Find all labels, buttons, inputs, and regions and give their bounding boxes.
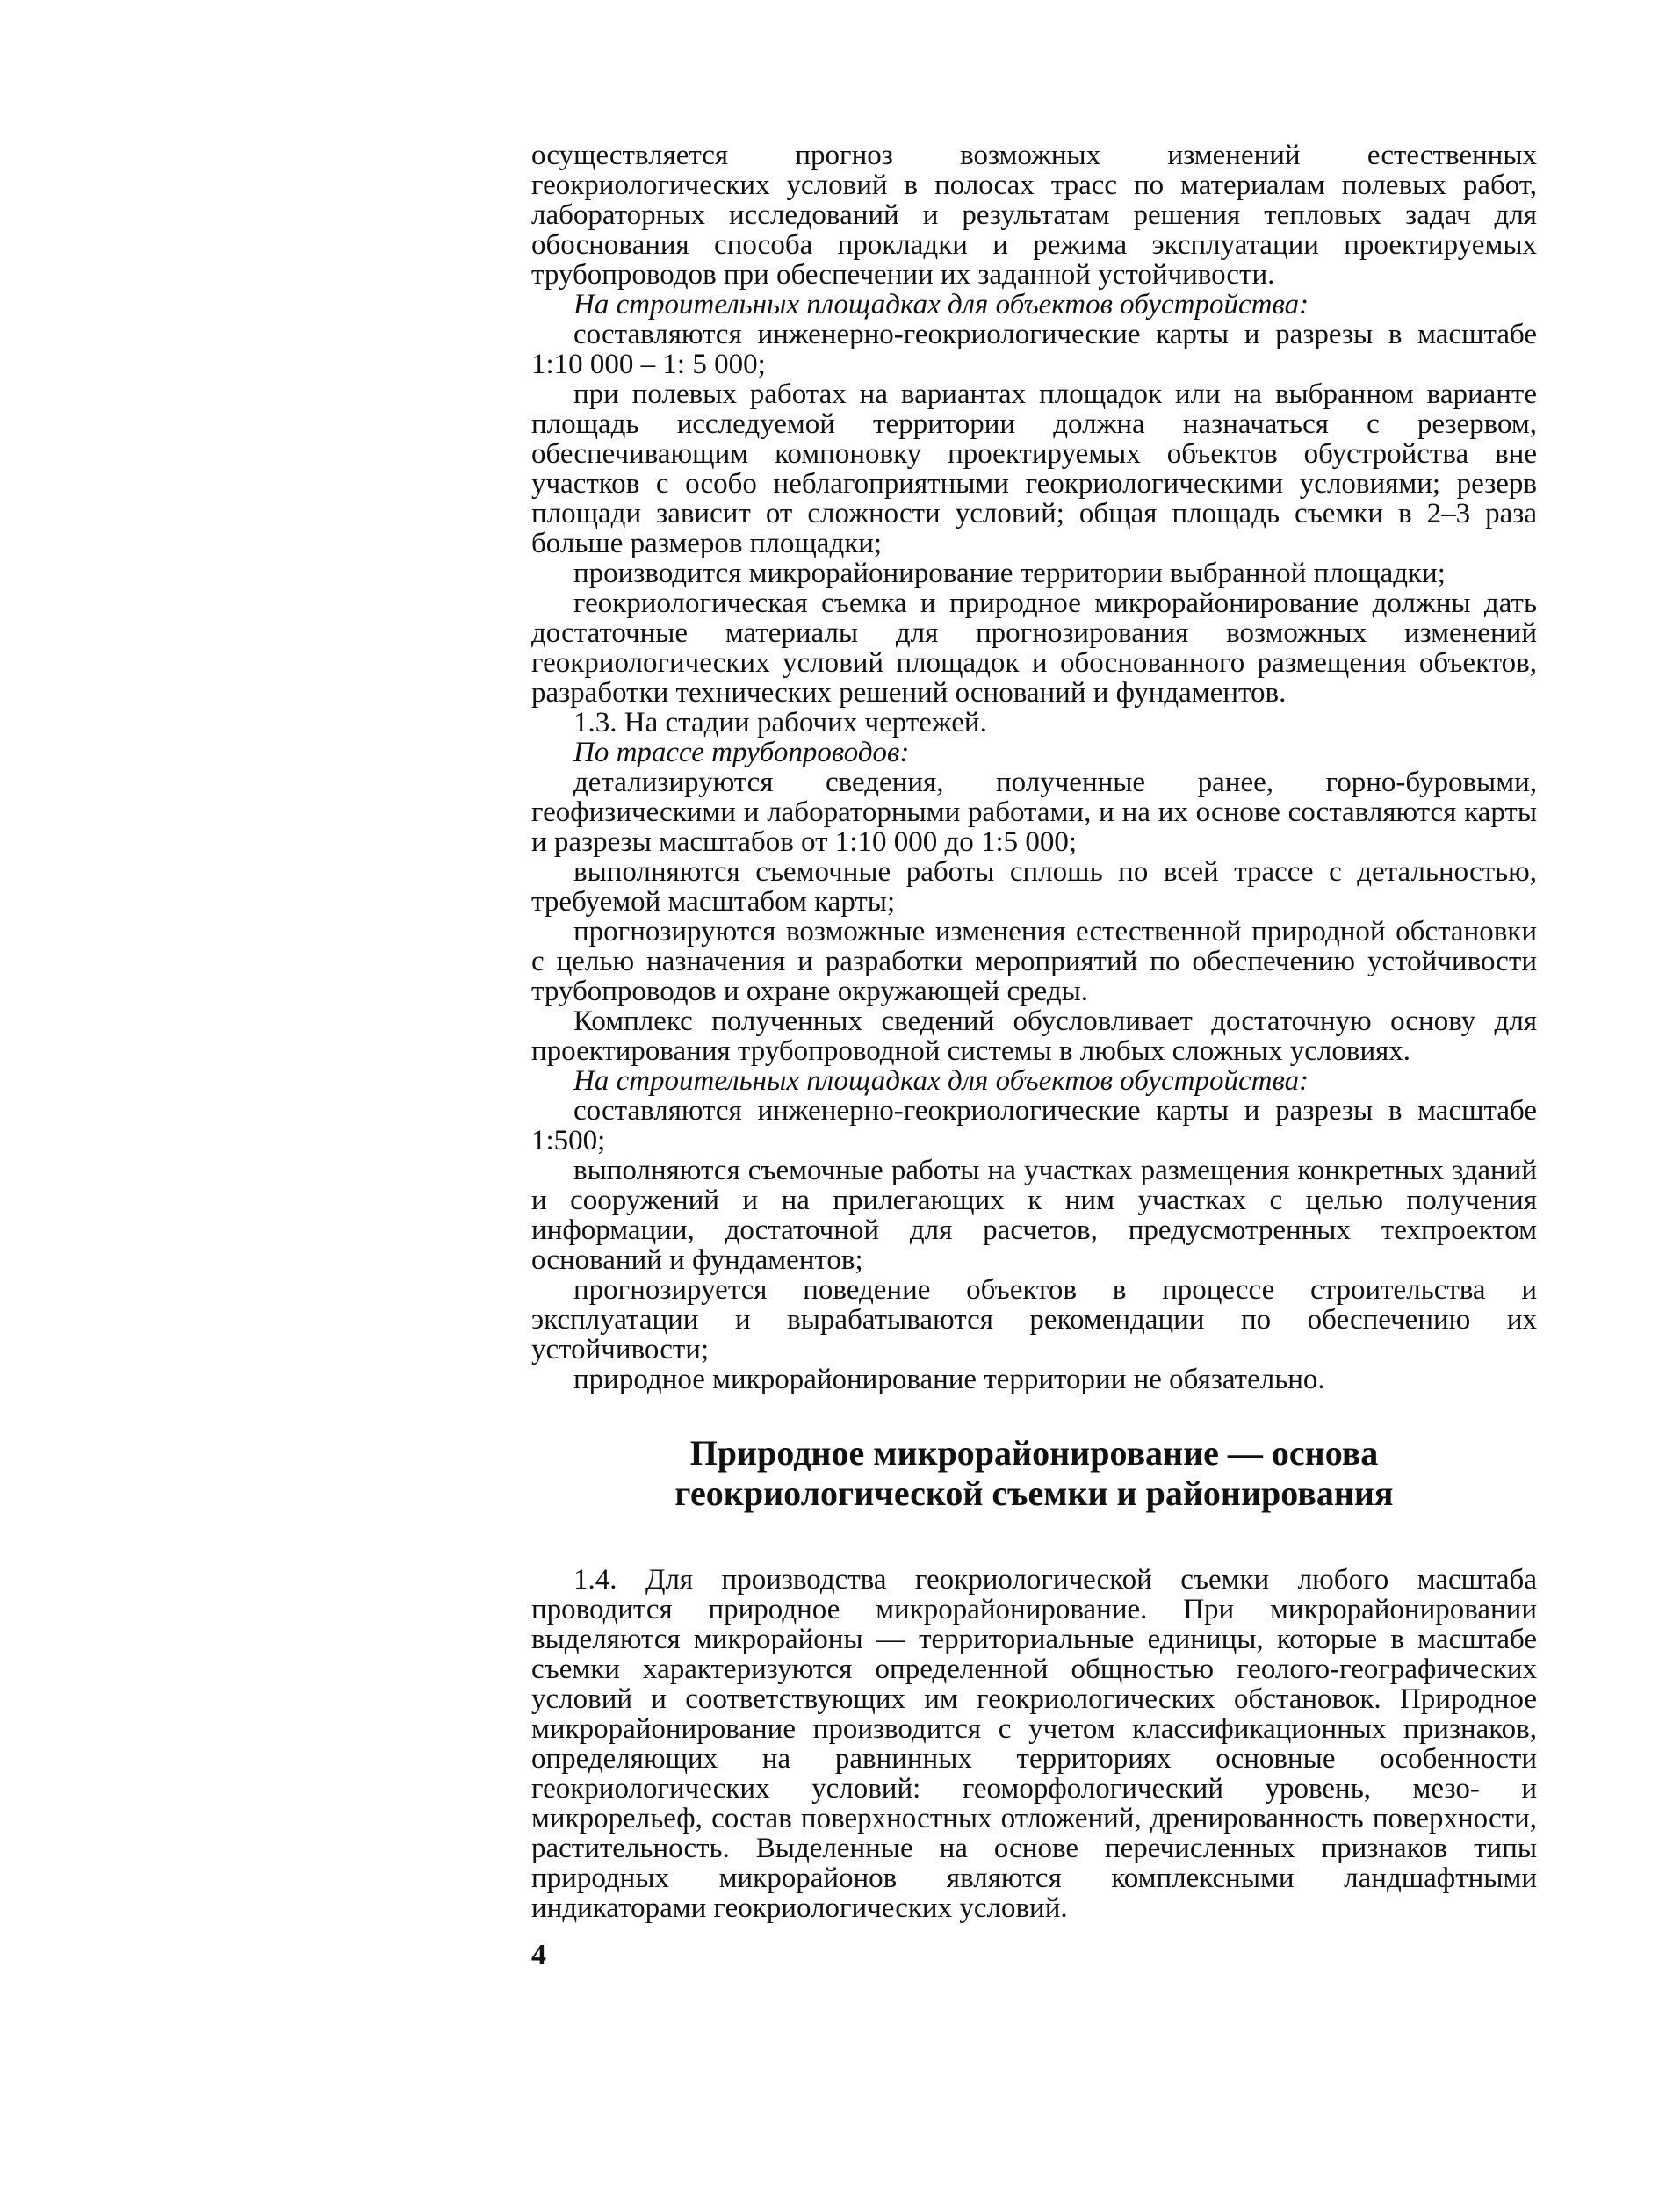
section-number-paragraph: 1.3. На стадии рабочих чертежей. (573, 707, 987, 739)
paragraph: составляются инженерно-геокриологические карты и разрезы в масштабе 1:500; (531, 1095, 1537, 1156)
section-paragraph: 1.4. Для производства геокриологической съемки любого масштаба проводится природное микрорайонирование. При микрорайонировании выделяются микрорайоны — территориальные единицы, которые в масштабе съемки характеризуются определенной общностью геолого-географических условий и соответствующих им геокриологических обстановок. Природное микрорайонирование производится с учетом классификационных признаков, определяющих на равнинных территориях основные особенности геокриологических условий: геоморфологический уровень, мезо- и микрорельеф, состав поверхностных отложений, дренированность поверхности, растительность. Выделенные на основе перечисленных признаков типы природных микрорайонов являются комплексными ландшафтными индикаторами геокриологических условий. (531, 1564, 1537, 1924)
section-heading (531, 1433, 1537, 1514)
paragraph: детализируются сведения, полученные ранее, горно-буровыми, геофизическими и лабораторными работами, и на их основе составляются карты и разрезы масштабов от 1:10 000 до 1:5 000; (531, 767, 1537, 858)
subheading-italic: На строительных площадках для объектов обустройства: (573, 289, 1309, 321)
paragraph: выполняются съемочные работы на участках размещения конкретных зданий и сооружений и на прилегающих к ним участках с целью получения информации, достаточной для расчетов, предусмотренных техпроектом оснований и фундаментов; (531, 1155, 1537, 1276)
section-heading-line-1: Природное микрорайонирование — основа (689, 1433, 1379, 1473)
subheading-italic: По трассе трубопроводов: (573, 737, 910, 768)
paragraph: прогнозируется поведение объектов в процессе строительства и эксплуатации и вырабатываются рекомендации по обеспечению их устойчивости; (531, 1274, 1537, 1365)
subheading-italic: На строительных площадках для объектов обустройства: (573, 1065, 1309, 1097)
paragraph: производится микрорайонирование территории выбранной площадки; (573, 558, 1446, 589)
text-block-top (531, 141, 1537, 1394)
paragraph: составляются инженерно-геокриологические карты и разрезы в масштабе 1:10 000 – 1: 5 000; (531, 319, 1537, 380)
paragraph: при полевых работах на вариантах площадок или на выбранном варианте площадь исследуемой территории должна назначаться с резервом, обеспечивающим компоновку проектируемых объектов обустройства вне участков с особо неблагоприятными геокриологическими условиями; резерв площади зависит от сложности условий; общая площадь съемки в 2–3 раза больше размеров площадки; (531, 378, 1537, 559)
paragraph: прогнозируются возможные изменения естественной природной обстановки с целью назначения и разработки мероприятий по обеспечению устойчивости трубопроводов и охране окружающей среды. (531, 916, 1537, 1007)
paragraph: выполняются съемочные работы сплошь по всей трассе с детальностью, требуемой масштабом карты; (531, 856, 1537, 918)
page-content (531, 141, 1537, 1971)
paragraph: природное микрорайонирование территории не обязательно. (573, 1364, 1325, 1395)
paragraph: геокриологическая съемка и природное микрорайонирование должны дать достаточные материалы для прогнозирования возможных изменений геокриологических условий площадок и обоснованного размещения объектов, разработки технических решений оснований и фундаментов. (531, 587, 1537, 709)
paragraph: осуществляется прогноз возможных изменений естественных геокриологических условий в полосах трасс по материалам полевых работ, лабораторных исследований и результатам решения тепловых задач для обоснования способа прокладки и режима эксплуатации проектируемых трубопроводов при обеспечении их заданной устойчивости. (531, 140, 1537, 291)
paragraph: Комплекс полученных сведений обусловливает достаточную основу для проектирования трубопроводной системы в любых сложных условиях. (531, 1005, 1537, 1067)
section-heading-line-2: геокриологической съемки и районирования (674, 1473, 1394, 1513)
page-number: 4 (531, 1939, 546, 1971)
